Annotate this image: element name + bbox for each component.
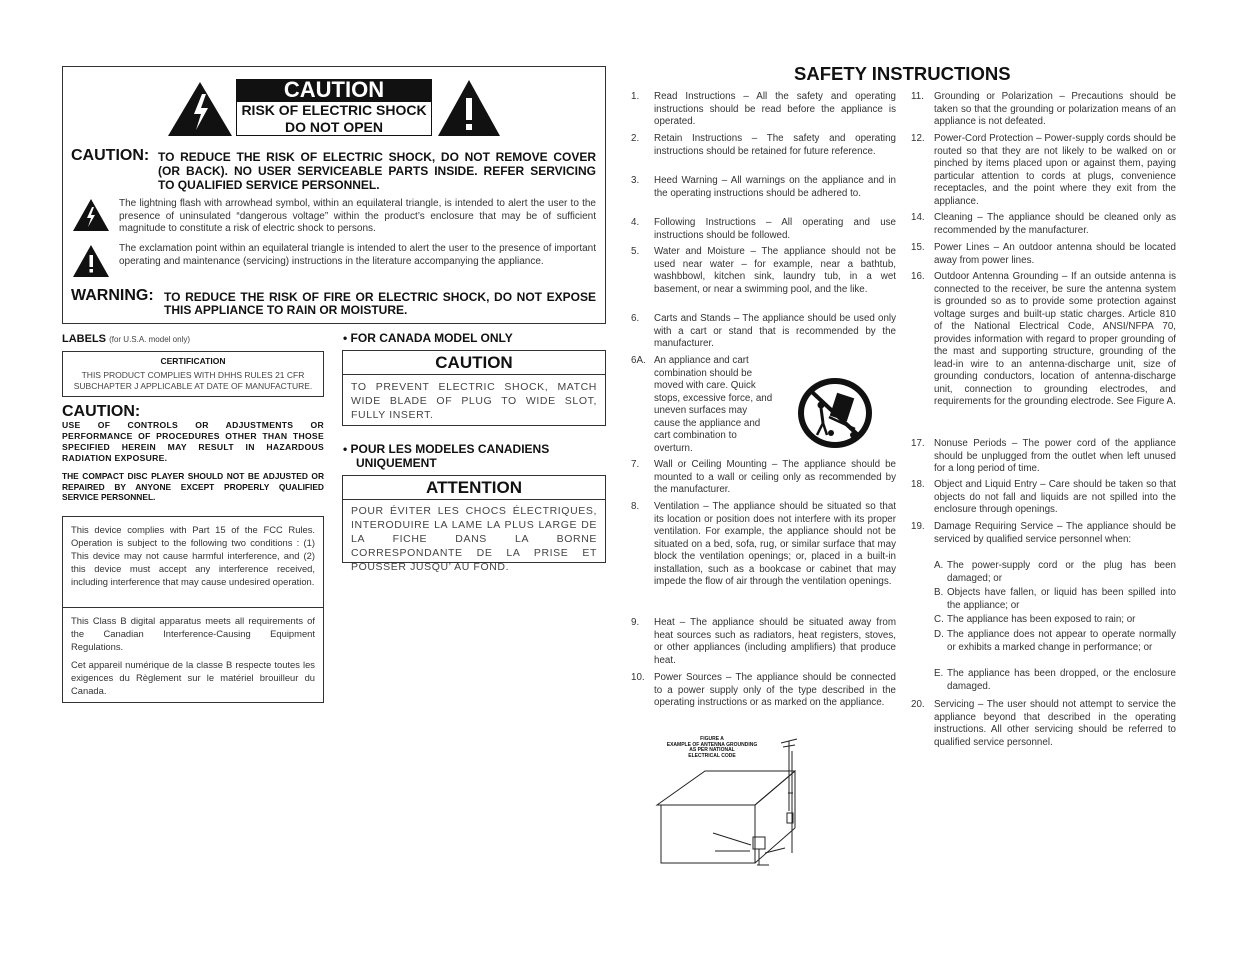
safety-item-number: 15. xyxy=(911,242,925,253)
sub-item-text: The appliance does not appear to operate normally or exhibits a marked change in performance; or xyxy=(947,629,1176,653)
safety-item-number: 10. xyxy=(631,672,645,683)
safety-item-text: Carts and Stands – The appliance should be used only with a cart or stand that is recommended by the manufacturer. xyxy=(654,313,896,349)
warning-text-line1: TO REDUCE THE RISK OF FIRE OR ELECTRIC SHOCK, DO NOT EXPOSE xyxy=(164,290,596,304)
sub-item-letter: C. xyxy=(934,614,944,625)
safety-item-text: Servicing – The user should not attempt to service the appliance beyond that described in the operating instructions. All other servicing should be referred to qualified service personnel. xyxy=(934,699,1176,748)
exclamation-warning-icon xyxy=(436,78,502,138)
safety-item-number: 6A. xyxy=(631,355,646,366)
safety-item-number: 20. xyxy=(911,699,925,710)
laser-caution-text: USE OF CONTROLS OR ADJUSTMENTS OR PERFORMANCE OF PROCEDURES OTHER THAN THOSE SPECIFIED HEREIN MAY RESULT IN HAZARDOUS RADIATION EXPOSURE. xyxy=(62,420,324,463)
safety-item-number: 1. xyxy=(631,91,640,102)
caution-banner-title: CAUTION xyxy=(236,79,432,101)
figure-a-line4: ELECTRICAL CODE xyxy=(688,752,736,759)
safety-item xyxy=(631,246,896,308)
safety-item-text: Power Lines – An outdoor antenna should be located away from power lines. xyxy=(934,242,1176,266)
safety-item-text: Heed Warning – All warnings on the appliance and in the operating instructions should be adhered to. xyxy=(654,175,896,199)
safety-item-text: Nonuse Periods – The power cord of the appliance should be unplugged from the outlet when left unused for a long period of time. xyxy=(934,438,1176,474)
sub-item-text: The appliance has been exposed to rain; or xyxy=(947,614,1136,625)
sub-item-letter: B. xyxy=(934,587,944,598)
laser-caution-text2: THE COMPACT DISC PLAYER SHOULD NOT BE ADJUSTED OR REPAIRED BY ANYONE EXCEPT PROPERLY QUALIFIED SERVICE PERSONNEL. xyxy=(62,471,324,503)
banner-subtitle-line1: RISK OF ELECTRIC SHOCK xyxy=(241,102,427,118)
laser-caution-label: CAUTION: xyxy=(62,403,141,420)
safety-item-number: 6. xyxy=(631,313,640,324)
lightning-explanation: The lightning flash with arrowhead symbol, within an equilateral triangle, is intended to alert the user to the presence of uninsulated “dangerous voltage” within the product’s enclosure that may be of sufficient magnitude to constitute a risk of electric shock to persons. xyxy=(119,198,596,234)
safety-item-text: Retain Instructions – The safety and operating instructions should be retained for future reference. xyxy=(654,133,896,157)
safety-item-number: 17. xyxy=(911,438,925,449)
sub-item-text: The power-supply cord or the plug has been damaged; or xyxy=(947,560,1176,584)
warning-label: WARNING: xyxy=(71,287,154,304)
safety-item xyxy=(631,313,896,350)
exclamation-explanation: The exclamation point within an equilateral triangle is intended to alert the user to the presence of important operating and maintenance (servicing) instructions in the literature accompanying the appliance. xyxy=(119,243,596,267)
caution-text-line2: (OR BACK). NO USER SERVICEABLE PARTS INSIDE. REFER SERVICING xyxy=(158,164,596,178)
canada-notice-box xyxy=(62,607,324,703)
lightning-warning-icon xyxy=(166,80,234,138)
banner-subtitle-line2: DO NOT OPEN xyxy=(284,119,383,135)
certification-box xyxy=(62,351,324,397)
safety-item-text: Object and Liquid Entry – Care should be taken so that objects do not fall and liquids are not spilled into the enclosure through openings. xyxy=(934,479,1176,515)
safety-item xyxy=(631,459,896,496)
safety-item-text: Ventilation – The appliance should be situated so that its location or position does not interfere with its proper ventilation. For example, the appliance should not be situated on a bed, sofa, rug, or similar surface that may block the ventilation openings; or, placed in a built-in installation, such as a bookcase or cabinet that may impede the flow of air through the ventilation openings. xyxy=(654,501,896,587)
safety-item-text: Heat – The appliance should be situated away from heat sources such as radiators, heat registers, stoves, or other appliances (including amplifiers) that produce heat. xyxy=(654,617,896,666)
sub-item-letter: E. xyxy=(934,668,944,679)
safety-item-number: 4. xyxy=(631,217,640,228)
safety-item-number: 5. xyxy=(631,246,640,257)
certification-text: THIS PRODUCT COMPLIES WITH DHHS RULES 21 CFR SUBCHAPTER J APPLICABLE AT DATE OF MANUFACTURE. xyxy=(73,370,313,391)
safety-item-number: 18. xyxy=(911,479,925,490)
caution-text-line3: TO QUALIFIED SERVICE PERSONNEL. xyxy=(158,178,380,192)
fcc-notice-box xyxy=(62,516,324,608)
safety-title: SAFETY INSTRUCTIONS xyxy=(794,63,1011,84)
small-lightning-icon xyxy=(72,198,110,232)
certification-title: CERTIFICATION xyxy=(160,356,226,366)
safety-item-number: 9. xyxy=(631,617,640,628)
canada-caution-box xyxy=(342,350,606,426)
sub-item-letter: D. xyxy=(934,629,944,640)
sub-item-text: Objects have fallen, or liquid has been spilled into the appliance; or xyxy=(947,587,1176,611)
safety-item-text: Power Sources – The appliance should be connected to a power supply only of the type described in the operating instructions or as marked on the appliance. xyxy=(654,672,896,708)
safety-item-number: 16. xyxy=(911,271,925,282)
sub-item-text: The appliance has been dropped, or the enclosure damaged. xyxy=(947,668,1176,692)
warning-text-line2: THIS APPLIANCE TO RAIN OR MOISTURE. xyxy=(164,303,408,317)
caution-banner-subtitle xyxy=(236,101,432,136)
safety-item xyxy=(631,175,896,212)
attention-title: ATTENTION xyxy=(343,476,605,500)
figure-a-line2: EXAMPLE OF ANTENNA GROUNDING xyxy=(666,741,758,748)
safety-item-text: Water and Moisture – The appliance should not be used near water – for example, near a bathtub, washbbowl, kitchen sink, laundry tub, in a wet basement, or near a swimming pool, and the like. xyxy=(654,246,896,295)
safety-item xyxy=(631,501,896,613)
caution-label: CAUTION: xyxy=(71,147,150,164)
safety-item-number: 14. xyxy=(911,212,925,223)
small-exclamation-icon xyxy=(72,244,110,278)
safety-item-text: Damage Requiring Service – The appliance should be serviced by qualified service personnel when: xyxy=(934,521,1176,545)
safety-item xyxy=(631,91,896,128)
attention-box xyxy=(342,475,606,573)
figure-a-line3: AS PER NATIONAL xyxy=(689,747,735,753)
safety-item-number: 12. xyxy=(911,133,925,144)
safety-item-text: Cleaning – The appliance should be cleaned only as recommended by the manufacturer. xyxy=(934,212,1176,236)
safety-item-text: Following Instructions – All operating and use instructions should be followed. xyxy=(654,217,896,241)
figure-a-line1: FIGURE A xyxy=(700,736,724,742)
safety-item xyxy=(631,217,896,242)
safety-item-number: 2. xyxy=(631,133,640,144)
canada-notice-english: This Class B digital apparatus meets all requirements of the Canadian Interference-Causing Equipment Regulations. xyxy=(71,615,315,652)
safety-item-number: 19. xyxy=(911,521,925,532)
canada-notice-french: Cet appareil numérique de la classe B respecte toutes les exigences du Règlement sur le matériel brouilleur du Canada. xyxy=(71,659,315,696)
safety-item-number: 3. xyxy=(631,175,640,186)
labels-heading-text: LABELS xyxy=(62,333,106,345)
safety-item xyxy=(631,672,896,722)
safety-item-number: 11. xyxy=(911,91,924,102)
safety-item-text: Power-Cord Protection – Power-supply cords should be routed so that they are not likely to be walked on or pinched by items placed upon or against them, paying particular attention to cords at plugs, convenience receptacles, and the point where they exit from the appliance. xyxy=(934,133,1176,207)
sub-item-letter: A. xyxy=(934,560,944,571)
safety-item-text: Read Instructions – All the safety and operating instructions should be read before the appliance is operated. xyxy=(654,91,896,127)
cart-warning-icon xyxy=(795,375,875,451)
caution-text-line1: TO REDUCE THE RISK OF ELECTRIC SHOCK, DO NOT REMOVE COVER xyxy=(158,150,596,164)
safety-item-text: Outdoor Antenna Grounding – If an outside antenna is connected to the receiver, be sure the antenna system is grounded so as to provide some protection against voltage surges and built-up static charges. Article 810 of the National Electrical Code, ANSI/NFPA 70, provides information with regard to proper grounding of the mast and supporting structure, grounding of the lead-in wire to an antenna-discharge unit, size of grounding conductors, location of antenna-discharge unit, connection to grounding electrodes, and requirements for the grounding electrode. See Figure A. xyxy=(934,271,1176,407)
canada-model-heading: • FOR CANADA MODEL ONLY xyxy=(343,331,513,345)
safety-item-text: Grounding or Polarization – Precautions should be taken so that the grounding or polarization means of an appliance is not defeated. xyxy=(934,91,1176,127)
fcc-notice-text: This device complies with Part 15 of the FCC Rules. Operation is subject to the following two conditions : (1) This device may not cause harmful interference, and (2) this device must accept any interference received, including interference that may cause undesired operation. xyxy=(71,524,315,587)
attention-text: POUR ÉVITER LES CHOCS ÉLECTRIQUES, INTERODUIRE LA LAME LA PLUS LARGE DE LA FICHE DANS LA BORNE CORRESPONDANTE DE LA PRISE ET POUSSER JUSQU’ AU FOND. xyxy=(351,505,597,573)
canada-caution-text: TO PREVENT ELECTRIC SHOCK, MATCH WIDE BLADE OF PLUG TO WIDE SLOT, FULLY INSERT. xyxy=(351,381,597,421)
labels-heading xyxy=(62,333,190,345)
canada-fr-heading-line1: • POUR LES MODELES CANADIENS xyxy=(343,442,550,456)
safety-item-number: 8. xyxy=(631,501,640,512)
safety-item-text: Wall or Ceiling Mounting – The appliance should be mounted to a wall or ceiling only as recommended by the manufacturer. xyxy=(654,459,896,495)
canada-fr-heading-line2: UNIQUEMENT xyxy=(356,456,437,470)
antenna-grounding-figure xyxy=(655,733,835,873)
canada-caution-title: CAUTION xyxy=(343,351,605,375)
safety-item xyxy=(631,133,896,170)
labels-heading-note: (for U.S.A. model only) xyxy=(109,335,190,344)
safety-item-text: An appliance and cart combination should be moved with care. Quick stops, excessive force, and uneven surfaces may cause the appliance and cart combination to overturn. xyxy=(654,355,773,454)
safety-item xyxy=(631,617,896,667)
safety-item-number: 7. xyxy=(631,459,640,470)
